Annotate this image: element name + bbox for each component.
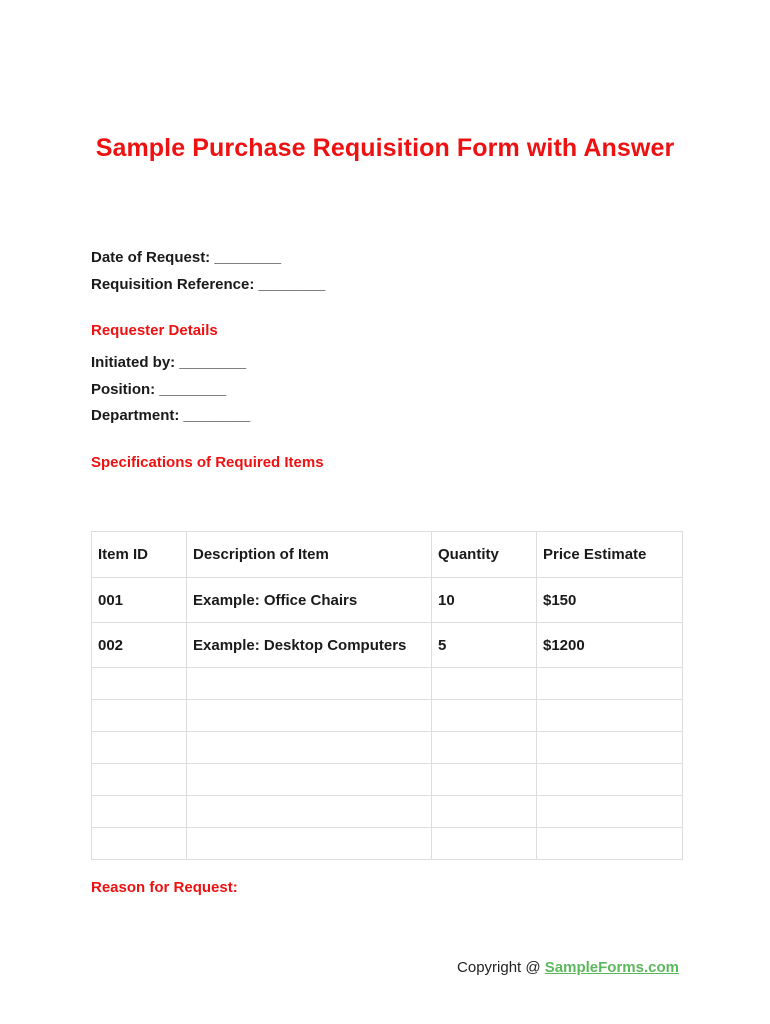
- department-field: Department: ________: [91, 407, 251, 424]
- cell-item-id: [92, 668, 187, 700]
- date-of-request-field: Date of Request: ________: [91, 249, 282, 266]
- copyright-footer: [457, 959, 679, 976]
- initiated-by-field: Initiated by: ________: [91, 354, 247, 371]
- cell-quantity: [432, 732, 537, 764]
- cell-description: [187, 828, 432, 860]
- table-row: [92, 700, 683, 732]
- header-quantity: Quantity: [432, 532, 537, 578]
- table-row: [92, 623, 683, 668]
- reason-for-request-heading: Reason for Request:: [91, 879, 238, 896]
- page-title: Sample Purchase Requisition Form with Answer: [95, 134, 675, 162]
- cell-price-estimate: [537, 796, 683, 828]
- cell-quantity: 5: [432, 623, 537, 668]
- cell-description: [187, 764, 432, 796]
- specifications-heading: Specifications of Required Items: [91, 454, 324, 471]
- required-items-table: [91, 531, 683, 860]
- cell-description: [187, 732, 432, 764]
- requester-details-heading: Requester Details: [91, 322, 218, 339]
- cell-price-estimate: $1200: [537, 623, 683, 668]
- cell-description: [187, 700, 432, 732]
- cell-quantity: [432, 796, 537, 828]
- cell-item-id: 002: [92, 623, 187, 668]
- sampleforms-link[interactable]: SampleForms.com: [544, 959, 679, 976]
- cell-quantity: [432, 700, 537, 732]
- cell-price-estimate: $150: [537, 578, 683, 623]
- table-row: [92, 668, 683, 700]
- requisition-reference-field: Requisition Reference: ________: [91, 276, 326, 293]
- cell-quantity: 10: [432, 578, 537, 623]
- cell-description: Example: Desktop Computers: [187, 623, 432, 668]
- cell-item-id: [92, 796, 187, 828]
- cell-price-estimate: [537, 668, 683, 700]
- cell-quantity: [432, 828, 537, 860]
- cell-price-estimate: [537, 764, 683, 796]
- header-description: Description of Item: [187, 532, 432, 578]
- cell-quantity: [432, 764, 537, 796]
- cell-price-estimate: [537, 828, 683, 860]
- header-price-estimate: Price Estimate: [537, 532, 683, 578]
- position-field: Position: ________: [91, 381, 227, 398]
- cell-price-estimate: [537, 700, 683, 732]
- cell-item-id: [92, 732, 187, 764]
- cell-price-estimate: [537, 732, 683, 764]
- table-header-row: [92, 532, 683, 578]
- table-row: [92, 828, 683, 860]
- cell-description: Example: Office Chairs: [187, 578, 432, 623]
- table-row: [92, 796, 683, 828]
- table-row: [92, 578, 683, 623]
- cell-item-id: [92, 764, 187, 796]
- copyright-text: Copyright @: [457, 959, 545, 976]
- cell-quantity: [432, 668, 537, 700]
- cell-item-id: 001: [92, 578, 187, 623]
- table-row: [92, 732, 683, 764]
- header-item-id: Item ID: [92, 532, 187, 578]
- cell-description: [187, 668, 432, 700]
- table-row: [92, 764, 683, 796]
- cell-description: [187, 796, 432, 828]
- cell-item-id: [92, 700, 187, 732]
- cell-item-id: [92, 828, 187, 860]
